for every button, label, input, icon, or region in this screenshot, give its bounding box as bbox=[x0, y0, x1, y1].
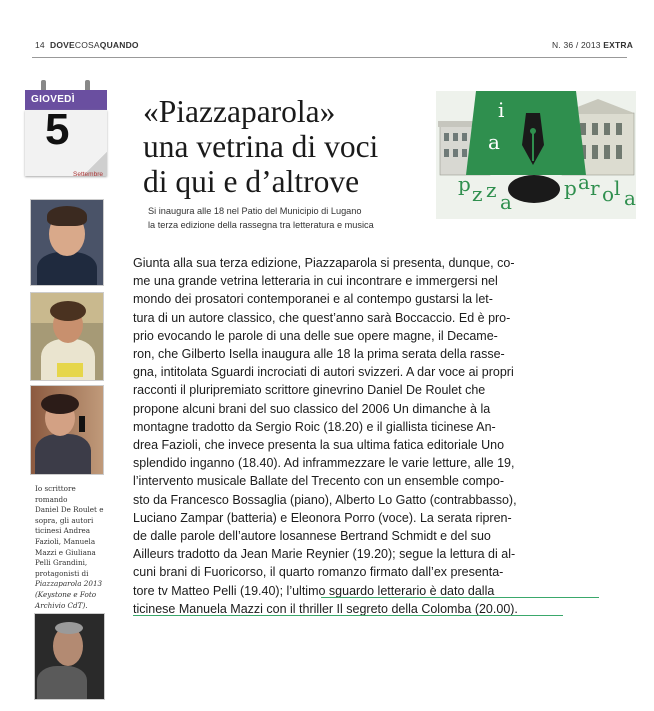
caption-line: (Keystone e Foto bbox=[35, 589, 97, 599]
author-photo-de-roulet bbox=[34, 613, 105, 700]
subtitle-line: Si inaugura alle 18 nel Patio del Municipio di Lugano bbox=[148, 206, 362, 216]
logo-letter: z bbox=[486, 178, 497, 202]
photo-caption bbox=[35, 484, 105, 611]
author-photo-mazzi bbox=[30, 292, 104, 381]
calendar-icon bbox=[25, 84, 107, 180]
article-line: mondo dei prosatori contemporanei e al contempo gustarsi la let- bbox=[133, 292, 493, 307]
issue-number: N. 36 / 2013 bbox=[552, 40, 601, 50]
caption-line: Mazzi e Giuliana bbox=[35, 547, 96, 557]
article-line: splendido inganno (18.40). Ad inframmezzare le varie letture, alle 19, bbox=[133, 456, 515, 471]
logo-letter: a bbox=[578, 170, 590, 194]
section-name: EXTRA bbox=[603, 40, 634, 50]
caption-line: Archivio CdT). bbox=[35, 600, 88, 610]
logo-letter: a bbox=[488, 130, 500, 154]
calendar-day: 5 bbox=[45, 105, 70, 154]
article-line: Ailleurs tradotto da Jean Marie Reynier (19.20); segue la lettura di al- bbox=[133, 547, 516, 562]
subtitle-line: la terza edizione della rassegna tra letteratura e musica bbox=[148, 220, 374, 230]
caption-line: sopra, gli autori bbox=[35, 515, 94, 525]
article-line: montagne tradotto da Sergio Roic (18.20) e il giallista ticinese An- bbox=[133, 419, 496, 434]
article-subtitle bbox=[148, 204, 374, 232]
caption-line: ticinesi Andrea bbox=[35, 526, 91, 536]
article-line: propone alcuni brani del suo classico del 2006 Un dimanche à la bbox=[133, 401, 491, 416]
brand-cosa: COSA bbox=[74, 40, 100, 50]
article-line: me una grande vetrina letteraria in cui incontrare e immergersi nel bbox=[133, 274, 498, 289]
brand-quando: QUANDO bbox=[99, 40, 139, 50]
page-header-right bbox=[552, 40, 633, 50]
logo-letter: p bbox=[458, 172, 471, 196]
caption-line: Pelli Grandini, bbox=[35, 558, 88, 568]
brand-dove: DOVE bbox=[49, 40, 75, 50]
title-line: una vetrina di voci bbox=[143, 129, 379, 164]
title-line: di qui e d’altrove bbox=[143, 164, 360, 199]
logo-letter: z bbox=[472, 182, 483, 206]
logo-letter: a bbox=[500, 190, 512, 214]
article-line: ron, che Gilberto Isella inaugura alle 18 la prima serata della rasse- bbox=[133, 347, 505, 361]
title-line: «Piazzaparola» bbox=[143, 94, 336, 129]
article-line: gna, intitolata Sguardi incrociati di autori svizzeri. A dar voce ai propri bbox=[133, 365, 514, 380]
caption-line: Fazioli, Manuela bbox=[35, 536, 96, 546]
article-line: prio evocando le parole di una delle sue opere magne, il Decame- bbox=[133, 328, 498, 343]
calendar-month: Settembre bbox=[73, 171, 103, 178]
caption-line: Io scrittore romando bbox=[35, 484, 76, 504]
piazzaparola-logo bbox=[436, 91, 636, 219]
page-header-left bbox=[35, 40, 139, 50]
highlight-underline bbox=[133, 615, 563, 616]
article-line: ticinese Manuela Mazzi con il thriller Il segreto della Colomba (20.00). bbox=[133, 601, 518, 616]
logo-letter: i bbox=[498, 98, 505, 122]
page-number: 14 bbox=[35, 40, 45, 50]
calendar-weekday: GIOVEDÌ bbox=[25, 90, 107, 110]
article-line: Luciano Zampar (batteria) e Eleonora Porro (voce). La serata ripren- bbox=[133, 510, 512, 525]
header-rule bbox=[32, 57, 627, 58]
article-line: tore tv Matteo Pelli (19.40); l’ultimo sguardo letterario è dato dalla bbox=[133, 583, 495, 598]
author-photo-pelli-grandini bbox=[30, 385, 104, 475]
article-line: racconti il pluripremiato scrittore ginevrino Daniel De Roulet che bbox=[133, 383, 486, 398]
article-line: l’intervento musicale Ballate del Trecento con un ensemble compo- bbox=[133, 474, 505, 489]
logo-letter: r bbox=[590, 176, 600, 200]
article-line: cuni brani di Fuoricorso, il quarto romanzo firmato dall’ex presenta- bbox=[133, 565, 504, 580]
logo-letter: p bbox=[564, 176, 577, 200]
article-line: de dalle parole dell’autore losannese Bertrand Schmidt e del suo bbox=[133, 529, 491, 543]
caption-line: Piazzaparola 2013 bbox=[35, 579, 103, 589]
article-line: sto da Francesco Bossaglia (piano), Alberto Lo Gatto (contrabbasso), bbox=[133, 492, 517, 507]
logo-letter: o bbox=[602, 182, 615, 206]
logo-letter: a bbox=[624, 186, 636, 210]
article-line: drea Fazioli, che invece presenta la sua ultima fatica editoriale Uno bbox=[133, 438, 505, 452]
article-title bbox=[143, 94, 433, 199]
author-photo-fazioli bbox=[30, 199, 104, 286]
caption-line: protagonisti di bbox=[35, 568, 89, 578]
article-line: tura di un autore classico, che quest’anno sarà Boccaccio. Ed è pro- bbox=[133, 310, 511, 325]
logo-letter: l bbox=[614, 176, 621, 200]
highlight-underline bbox=[321, 597, 599, 598]
article-line: Giunta alla sua terza edizione, Piazzaparola si presenta, dunque, co- bbox=[133, 256, 515, 270]
caption-line: Daniel De Roulet e bbox=[35, 505, 104, 515]
